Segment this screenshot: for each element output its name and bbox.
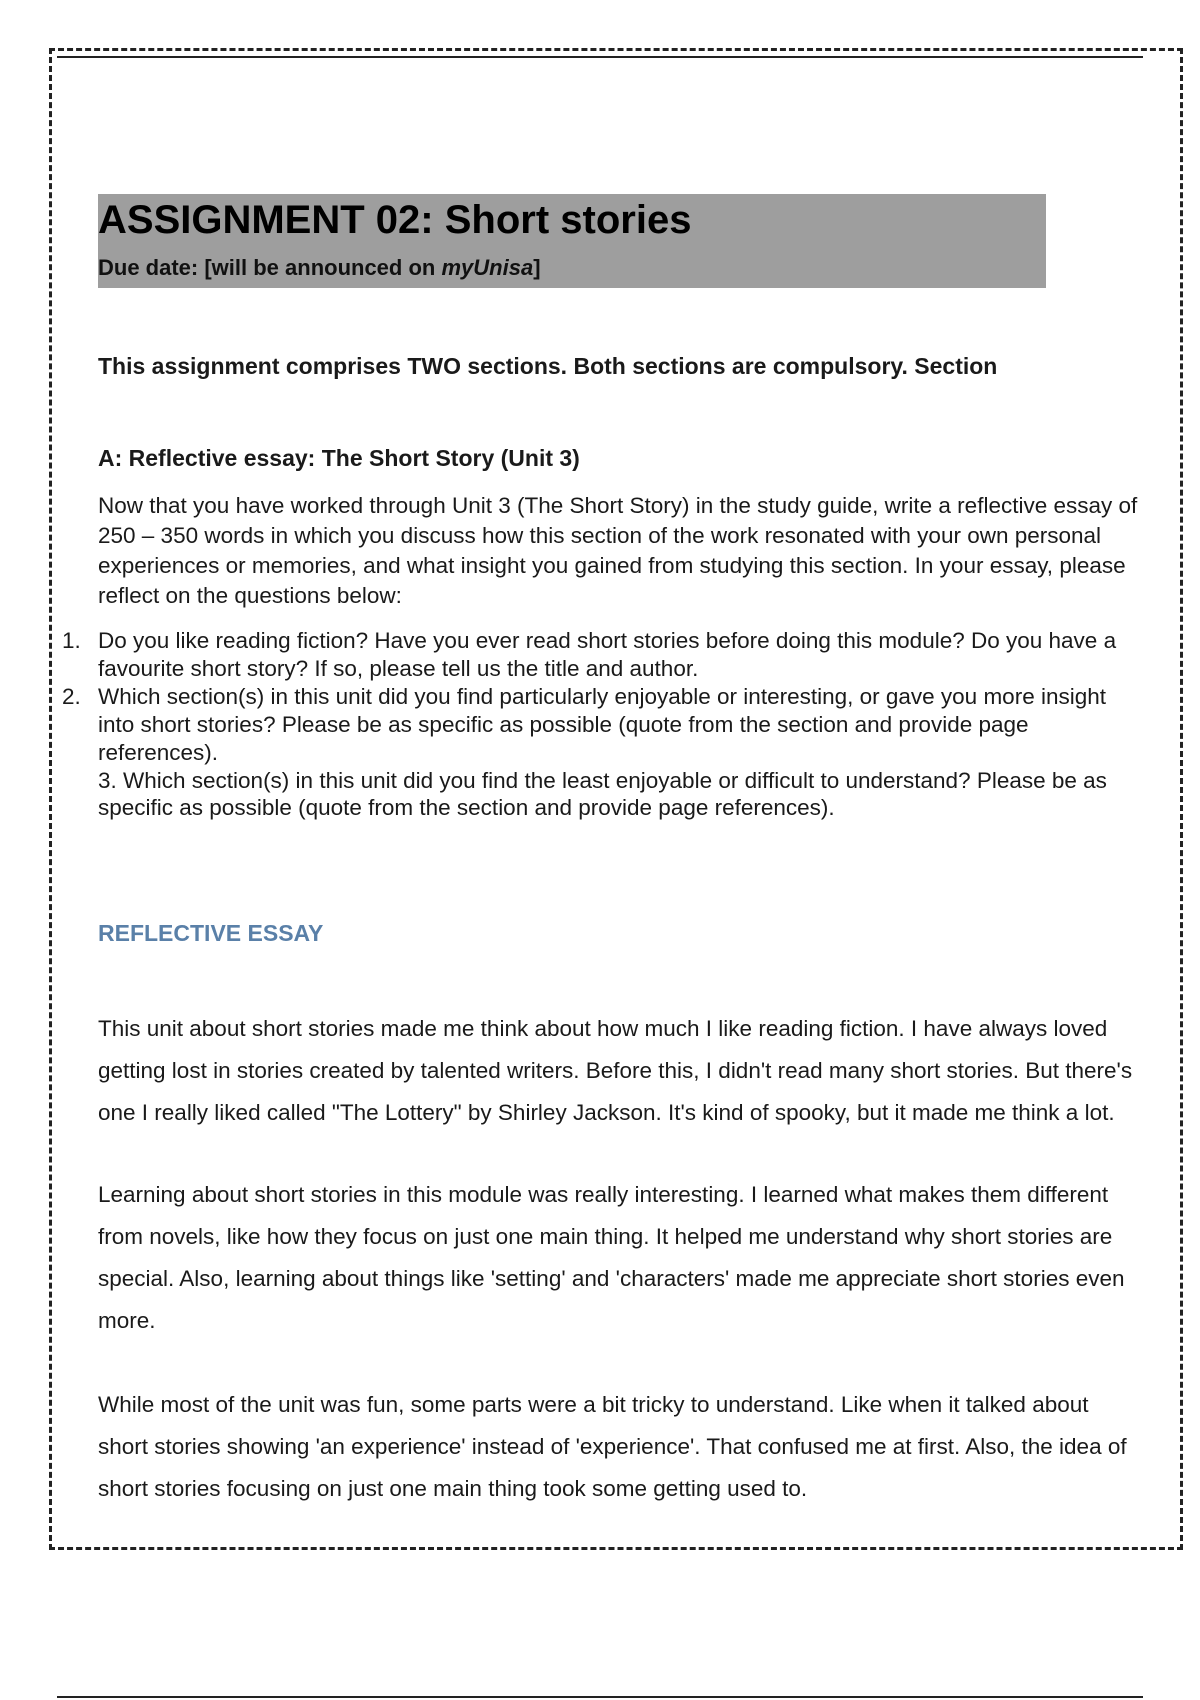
list-item [62,683,1143,767]
question-list [62,627,1143,821]
assignment-intro: This assignment comprises TWO sections. Both sections are compulsory. Section [98,353,998,379]
due-date-link-text: myUnisa [441,255,534,280]
section-a-heading: A: Reflective essay: The Short Story (Unit 3) [98,445,580,471]
due-date-suffix: ] [533,255,541,280]
question-number: 2. [62,684,81,709]
question-text: Do you like reading fiction? Have you ever read short stories before doing this module? Do you have a favourite short story? If so, please tell us the title and author. [98,628,1117,681]
due-date-prefix: Due date: [will be announced on [98,255,442,280]
essay-paragraph: Learning about short stories in this module was really interesting. I learned what makes them different from novels, like how they focus on just one main thing. It helped me understand why short stories are special. Also, learning about things like 'setting' and 'characters' made me appreciate short stories even more. [98,1182,1125,1333]
essay-paragraph: This unit about short stories made me think about how much I like reading fiction. I have always loved getting lost in stories created by talented writers. Before this, I didn't read many short stories. But there's one I really liked called "The Lottery" by Shirley Jackson. It's kind of spooky, but it made me think a lot. [98,1016,1133,1125]
question-number: 1. [62,628,81,653]
page-title: ASSIGNMENT 02: Short stories [98,198,692,242]
list-item [62,627,1143,683]
question-text: Which section(s) in this unit did you find particularly enjoyable or interesting, or gave you more insight into short stories? Please be as specific as possible (quote from the section and provide page references). [98,684,1106,765]
due-date [98,255,1046,281]
essay-heading: REFLECTIVE ESSAY [98,920,324,946]
essay-paragraph: While most of the unit was fun, some parts were a bit tricky to understand. Like when it talked about short stories showing 'an experience' instead of 'experience'. That confused me at first. Also, the idea of short stories focusing on just one main thing took some getting used to. [98,1392,1127,1501]
question-3: 3. Which section(s) in this unit did you find the least enjoyable or difficult to understand? Please be as specific as possible (quote from the section and provide page references). [98,768,1107,820]
bottom-rule [57,1696,1143,1698]
document-body [62,194,1143,1510]
title-banner [98,194,1046,288]
section-a-instructions: Now that you have worked through Unit 3 (The Short Story) in the study guide, write a reflective essay of 250 – 350 words in which you discuss how this section of the work resonated with your own personal experiences or memories, and what insight you gained from studying this section. In your essay, please reflect on the questions below: [98,493,1138,608]
